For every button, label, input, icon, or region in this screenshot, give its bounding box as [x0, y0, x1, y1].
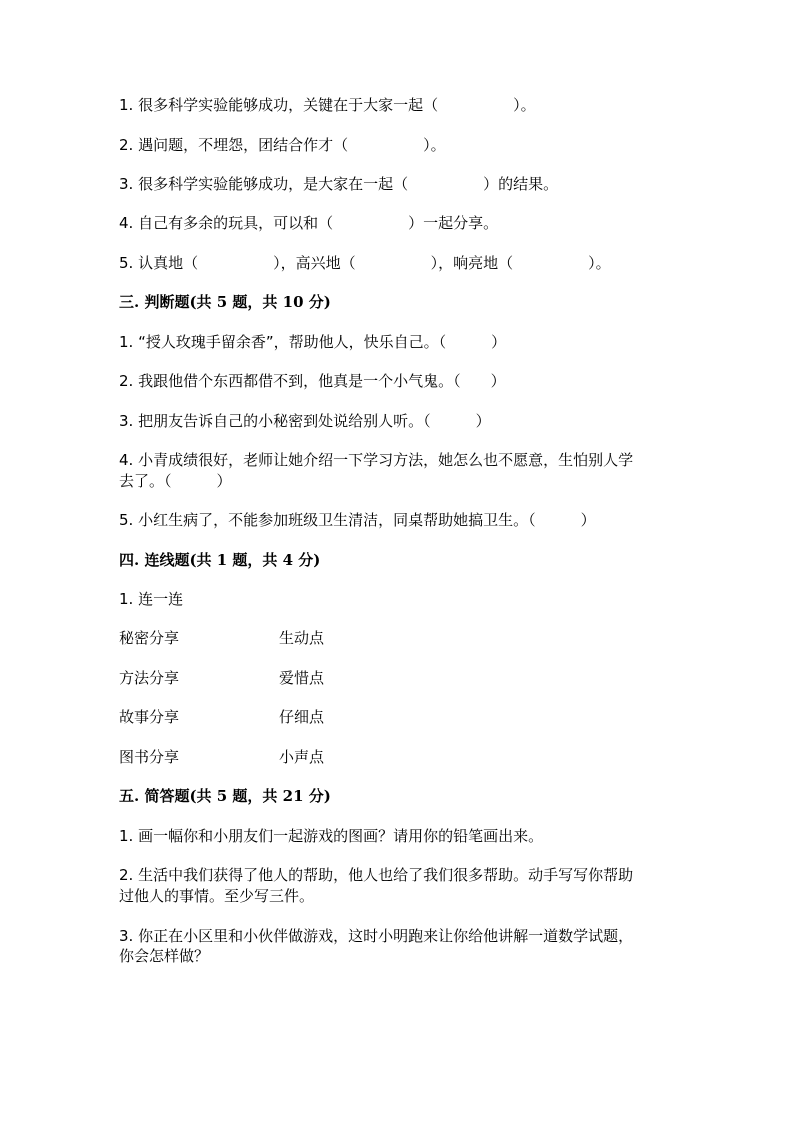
judge-question-4-line-2: 去了。（ ） [119, 472, 232, 490]
fill-blank-question-5: 5. 认真地（ ），高兴地（ ），响亮地（ ）。 [119, 254, 611, 272]
judge-question-3: 3. 把朋友告诉自己的小秘密到处说给别人听。（ ） [119, 412, 491, 430]
judge-question-4-line-1: 4. 小青成绩很好，老师让她介绍一下学习方法，她怎么也不愿意，生怕别人学 [119, 451, 634, 469]
fill-blank-question-1: 1. 很多科学实验能够成功，关键在于大家一起（ ）。 [119, 96, 536, 114]
section-5-heading: 五. 简答题(共 5 题，共 21 分) [119, 787, 331, 805]
section-3-heading: 三. 判断题(共 5 题，共 10 分) [119, 293, 331, 311]
judge-question-1: 1. “授人玫瑰手留余香”，帮助他人，快乐自己。（ ） [119, 333, 507, 351]
section-4-heading: 四. 连线题(共 1 题，共 4 分) [119, 551, 321, 569]
match-right-item: 仔细点 [279, 708, 325, 726]
judge-question-5: 5. 小红生病了，不能参加班级卫生清洁，同桌帮助她搞卫生。（ ） [119, 511, 596, 529]
match-right-item: 爱惜点 [279, 669, 325, 687]
fill-blank-question-3: 3. 很多科学实验能够成功，是大家在一起（ ）的结果。 [119, 175, 559, 193]
match-left-item: 图书分享 [119, 748, 180, 766]
short-answer-question-1: 1. 画一幅你和小朋友们一起游戏的图画？请用你的铅笔画出来。 [119, 827, 544, 845]
fill-blank-question-2: 2. 遇问题，不埋怨，团结合作才（ ）。 [119, 136, 446, 154]
judge-question-2: 2. 我跟他借个东西都借不到，他真是一个小气鬼。（ ） [119, 372, 506, 390]
matching-question: 1. 连一连 [119, 590, 184, 608]
short-answer-question-2-line-2: 过他人的事情。至少写三件。 [119, 887, 315, 905]
short-answer-question-3-line-2: 你会怎样做？ [119, 947, 210, 965]
short-answer-question-2-line-1: 2. 生活中我们获得了他人的帮助，他人也给了我们很多帮助。动手写写你帮助 [119, 866, 634, 884]
fill-blank-question-4: 4. 自己有多余的玩具，可以和（ ）一起分享。 [119, 214, 499, 232]
match-right-item: 生动点 [279, 629, 325, 647]
match-left-item: 故事分享 [119, 708, 180, 726]
match-left-item: 秘密分享 [119, 629, 180, 647]
short-answer-question-3-line-1: 3. 你正在小区里和小伙伴做游戏，这时小明跑来让你给他讲解一道数学试题， [119, 927, 634, 945]
match-right-item: 小声点 [279, 748, 325, 766]
match-left-item: 方法分享 [119, 669, 180, 687]
